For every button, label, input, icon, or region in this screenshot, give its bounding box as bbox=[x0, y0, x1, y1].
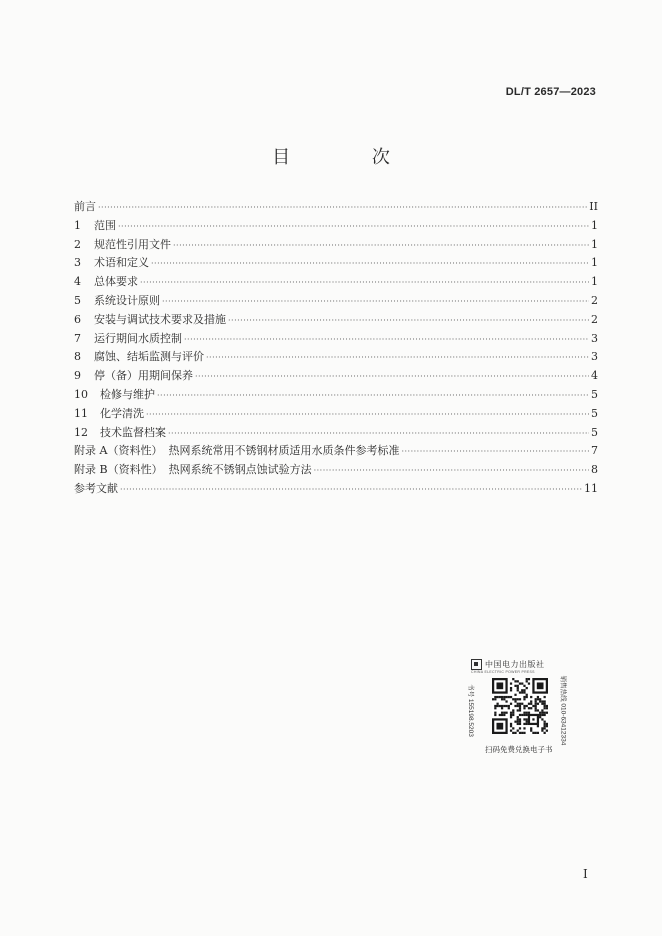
toc-entry-page: 1 bbox=[591, 256, 598, 270]
toc-entry-page: 1 bbox=[591, 237, 598, 251]
toc-entry-page: 11 bbox=[584, 481, 598, 495]
qr-block bbox=[466, 656, 567, 772]
toc-entry-number: 2 bbox=[74, 237, 81, 251]
toc-entry-label: 术语和定义 bbox=[94, 256, 149, 270]
toc-entry-label: 腐蚀、结垢监测与评价 bbox=[94, 350, 204, 364]
toc-entry[interactable] bbox=[74, 386, 598, 405]
toc-leader-dots bbox=[228, 312, 589, 331]
standard-code: DL/T 2657—2023 bbox=[505, 86, 596, 98]
toc-entry-page: 7 bbox=[591, 444, 598, 458]
toc-entry-label: 技术监督档案 bbox=[100, 425, 166, 439]
toc-leader-dots bbox=[206, 349, 589, 368]
page-title: 目 次 bbox=[272, 147, 428, 168]
toc-entry[interactable] bbox=[74, 292, 598, 311]
toc-entry-label: 范围 bbox=[94, 218, 116, 232]
toc-entry-page: II bbox=[589, 200, 598, 213]
toc-entry-number: 附录 B（资料性） bbox=[74, 463, 163, 477]
toc-entry[interactable] bbox=[74, 480, 598, 499]
toc-entry[interactable] bbox=[74, 273, 598, 292]
qr-code-icon[interactable] bbox=[492, 678, 548, 734]
book-number: 书号 155198.5203 bbox=[466, 684, 474, 737]
toc-entry-page: 5 bbox=[591, 387, 598, 401]
toc-entry-page: 5 bbox=[591, 406, 598, 420]
toc-entry[interactable] bbox=[74, 348, 598, 367]
qr-caption: 扫码免费兑换电子书 bbox=[485, 745, 553, 754]
toc-entry-label: 总体要求 bbox=[94, 275, 138, 289]
toc-entry-number: 3 bbox=[74, 256, 81, 270]
toc-entry[interactable] bbox=[74, 330, 598, 349]
toc-entry-label: 化学清洗 bbox=[100, 406, 144, 420]
toc-leader-dots bbox=[151, 255, 589, 274]
toc-entry-label: 系统设计原则 bbox=[94, 293, 160, 307]
toc-entry-number: 7 bbox=[74, 331, 81, 345]
toc-leader-dots bbox=[401, 443, 589, 462]
toc-entry-label: 规范性引用文件 bbox=[94, 237, 171, 251]
toc-leader-dots bbox=[184, 331, 589, 350]
toc-leader-dots bbox=[118, 218, 589, 237]
toc-entry-label: 停（备）用期间保养 bbox=[94, 369, 193, 383]
toc-leader-dots bbox=[173, 237, 589, 256]
toc-entry-number: 5 bbox=[74, 293, 81, 307]
toc-entry-number: 8 bbox=[74, 350, 81, 364]
toc-leader-dots bbox=[157, 387, 589, 406]
toc-entry-label: 运行期间水质控制 bbox=[94, 331, 182, 345]
toc-entry[interactable] bbox=[74, 217, 598, 236]
toc-entry[interactable] bbox=[74, 254, 598, 273]
toc-entry-label: 热网系统常用不锈钢材质适用水质条件参考标准 bbox=[168, 444, 400, 458]
toc-entry-number: 附录 A（资料性） bbox=[74, 444, 163, 458]
toc-leader-dots bbox=[162, 293, 589, 312]
toc-entry-number: 12 bbox=[74, 425, 88, 439]
table-of-contents bbox=[74, 198, 598, 499]
toc-entry-number: 4 bbox=[74, 275, 81, 289]
toc-entry[interactable] bbox=[74, 442, 598, 461]
toc-entry[interactable] bbox=[74, 405, 598, 424]
toc-leader-dots bbox=[120, 481, 582, 500]
toc-entry-label: 前言 bbox=[74, 200, 96, 213]
toc-entry-number: 11 bbox=[74, 406, 88, 420]
toc-leader-dots bbox=[314, 462, 589, 481]
toc-entry-page: 1 bbox=[591, 218, 598, 232]
toc-leader-dots bbox=[195, 368, 589, 387]
toc-entry[interactable] bbox=[74, 424, 598, 443]
toc-entry[interactable] bbox=[74, 236, 598, 255]
toc-leader-dots bbox=[98, 199, 587, 218]
publisher-name-en: CHINA ELECTRIC POWER PRESS bbox=[471, 670, 535, 674]
publisher-name: 中国电力出版社 bbox=[485, 659, 545, 669]
toc-entry-label: 热网系统不锈钢点蚀试验方法 bbox=[168, 463, 312, 477]
toc-entry[interactable] bbox=[74, 461, 598, 480]
toc-entry-page: 5 bbox=[591, 425, 598, 439]
toc-entry-page: 8 bbox=[591, 463, 598, 477]
toc-entry-number: 6 bbox=[74, 312, 81, 326]
toc-entry-label: 检修与维护 bbox=[100, 387, 155, 401]
page-number: I bbox=[583, 867, 588, 881]
toc-entry[interactable] bbox=[74, 311, 598, 330]
toc-entry-page: 3 bbox=[591, 331, 598, 345]
sales-hotline: 销售热线 010-63412334 bbox=[559, 675, 567, 746]
toc-leader-dots bbox=[168, 425, 589, 444]
toc-leader-dots bbox=[140, 274, 589, 293]
toc-entry-page: 2 bbox=[591, 293, 598, 307]
toc-leader-dots bbox=[146, 406, 589, 425]
toc-entry-page: 1 bbox=[591, 275, 598, 289]
toc-entry-label: 安装与调试技术要求及措施 bbox=[94, 312, 226, 326]
publisher-logo-icon bbox=[471, 659, 482, 670]
toc-entry-label: 参考文献 bbox=[74, 481, 118, 495]
toc-entry-page: 2 bbox=[591, 312, 598, 326]
toc-entry-number: 10 bbox=[74, 387, 88, 401]
toc-entry-page: 4 bbox=[591, 369, 598, 383]
toc-entry-page: 3 bbox=[591, 350, 598, 364]
toc-entry[interactable] bbox=[74, 198, 598, 217]
toc-entry[interactable] bbox=[74, 367, 598, 386]
toc-entry-number: 9 bbox=[74, 369, 81, 383]
toc-entry-number: 1 bbox=[74, 218, 81, 232]
